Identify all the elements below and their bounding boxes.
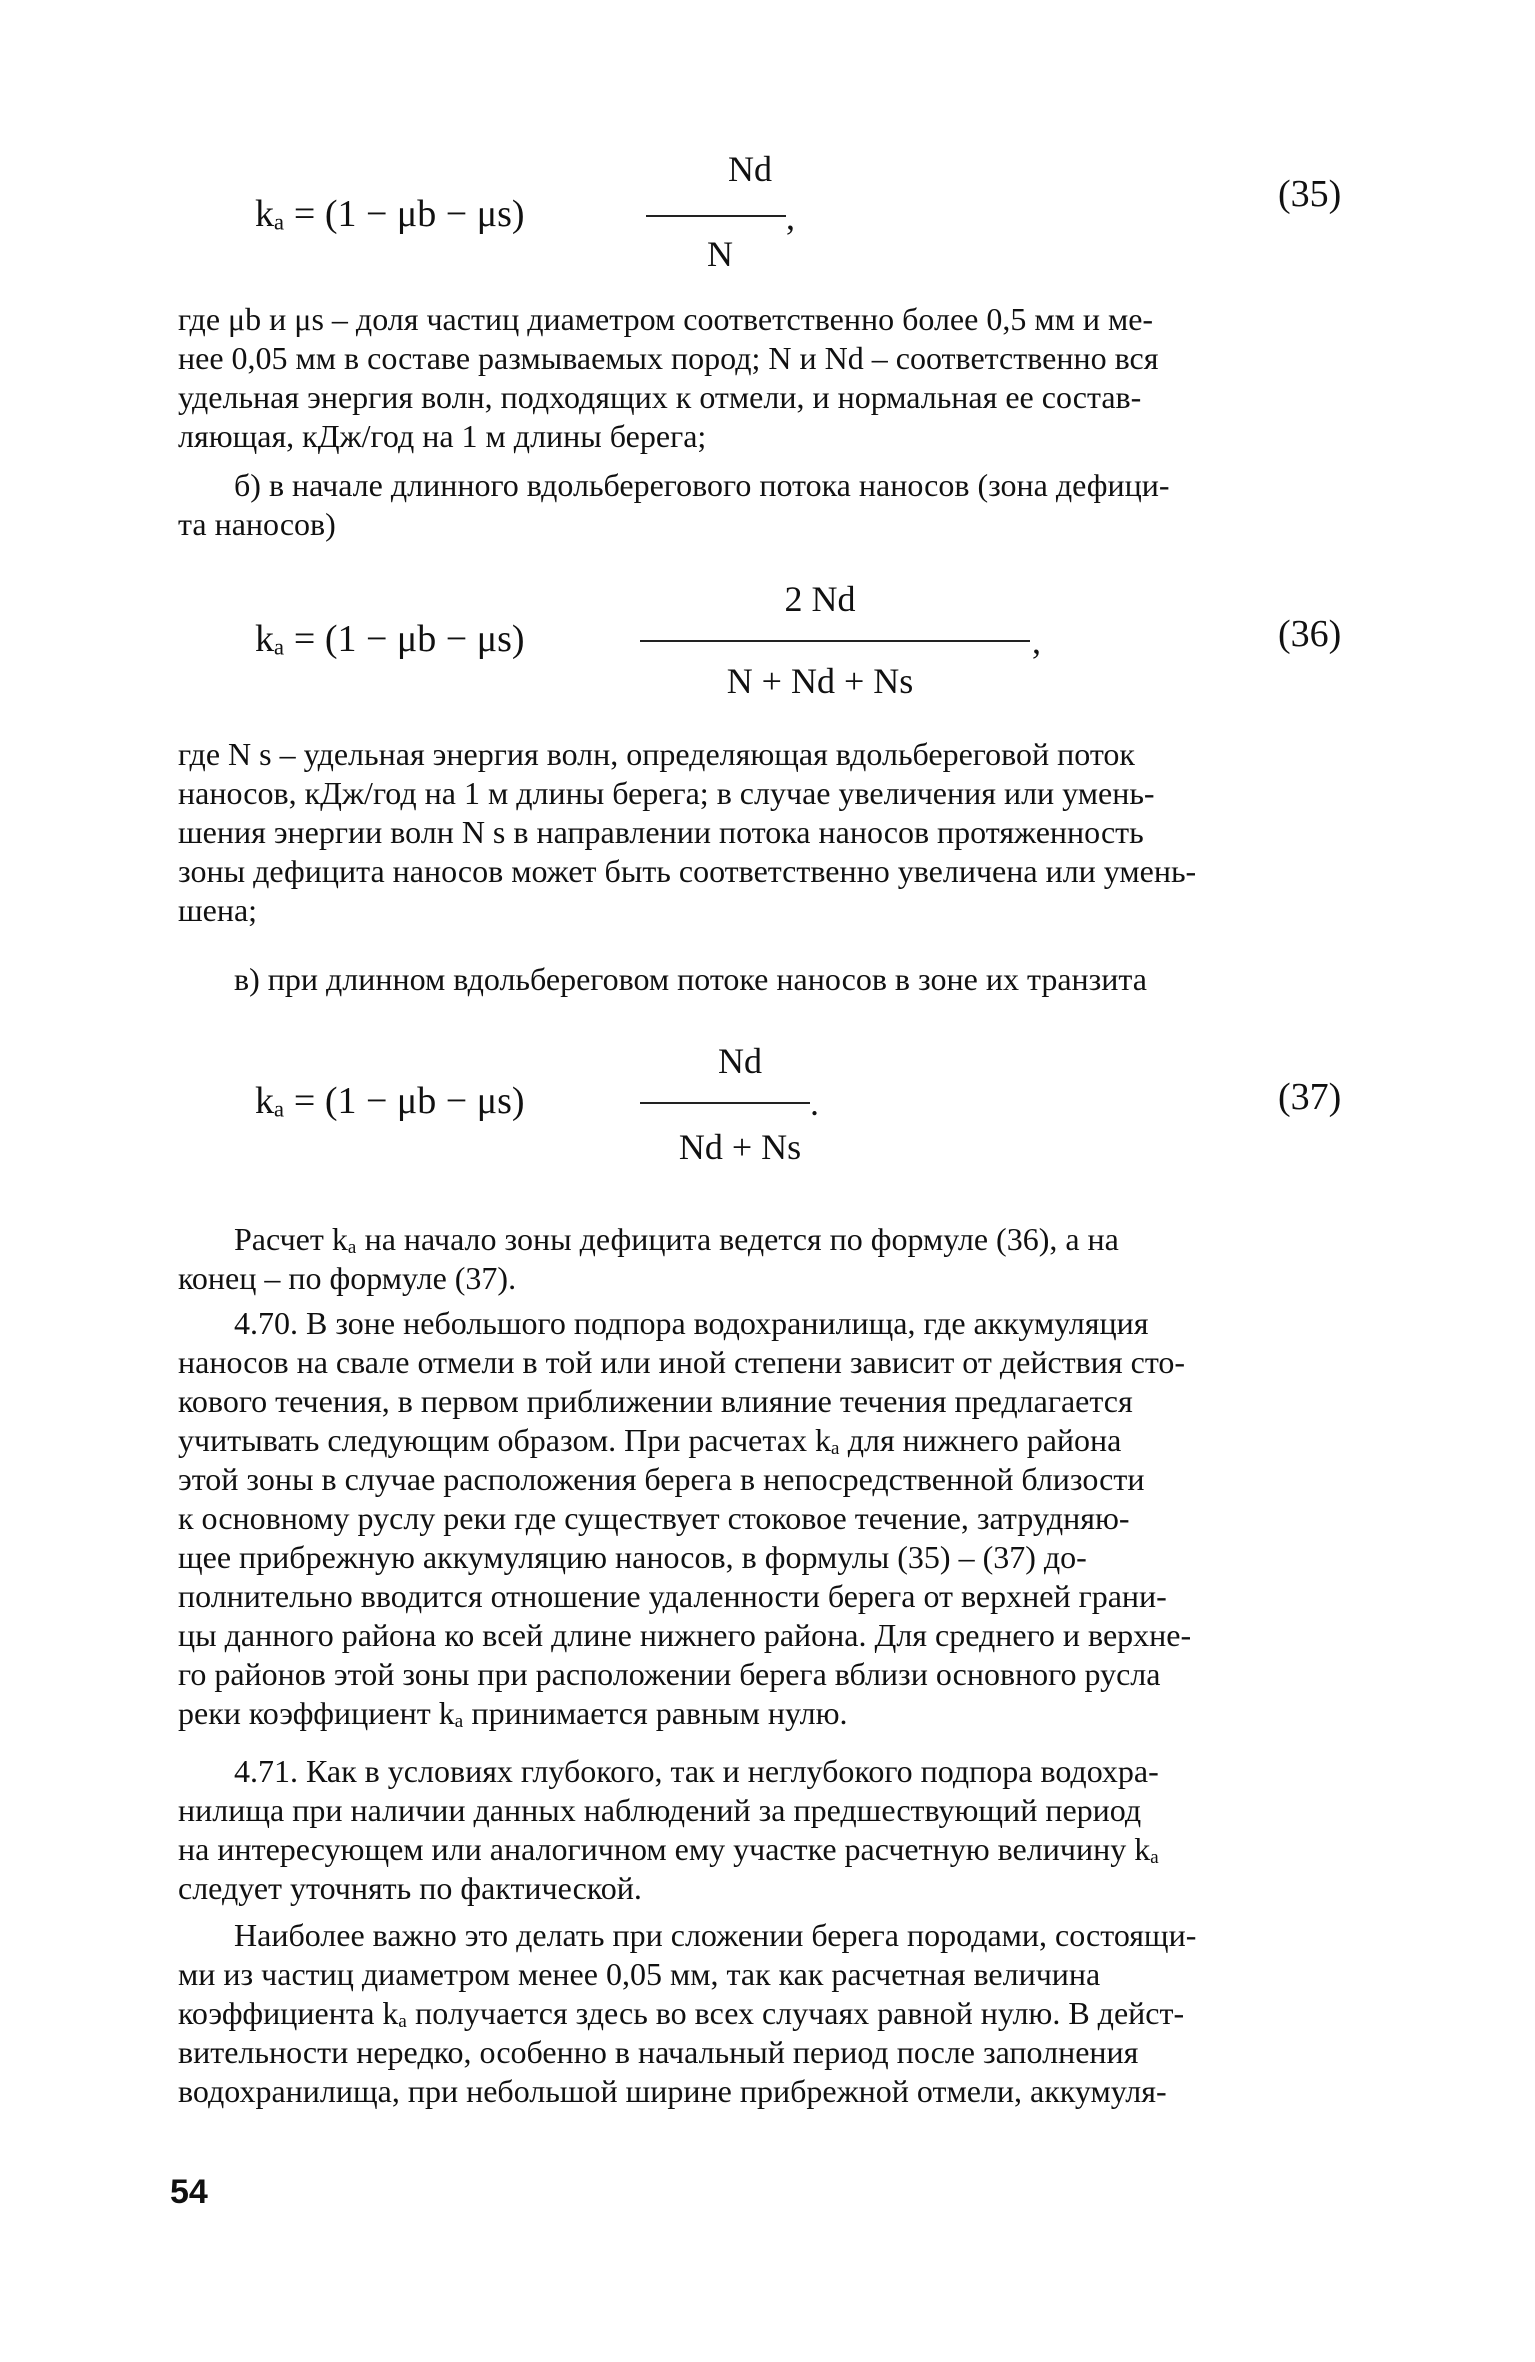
formula-36-denominator: N + Nd + Ns [726, 661, 914, 701]
formula-37-numerator: Nd [718, 1041, 762, 1081]
paragraph-calculation-note: Расчет kₐ на начало зоны дефицита ведется по формуле (36), а на конец – по формуле (37). [178, 1221, 1119, 1296]
formula-36-number: (36) [1278, 613, 1342, 655]
formula-36 [255, 620, 525, 658]
formula-36-numerator: 2 Nd [784, 579, 856, 619]
paragraph-section-4-70: 4.70. В зоне небольшого подпора водохранилища, где аккумуляция наносов на свале отмели в той или иной степени зависит от действия сто- кового течения, в первом приближении влияние течения предлагается учитывать следующим образом. При расчетах kₐ для нижнего района этой зоны в случае расположения берега в непосредственной близости к основному руслу реки где существует стоковое течение, затрудняю- щее прибрежную аккумуляцию наносов, в формулы (35) – (37) до- полнительно вводится отношение удаленности берега от верхней грани- цы данного района ко всей длине нижнего района. Для среднего и верхне- го районов этой зоны при расположении берега вблизи основного русла реки коэффициент kₐ принимается равным нулю. [178, 1305, 1192, 1731]
formula-37-fraction-bar [640, 1102, 810, 1104]
formula-37 [255, 1082, 525, 1120]
formula-35-number: (35) [1278, 173, 1342, 215]
paragraph-item-v: в) при длинном вдольбереговом потоке наносов в зоне их транзита [234, 961, 1147, 997]
formula-35-lhs: kₐ = (1 − μb − μs) [255, 193, 525, 235]
formula-35-trailing: , [786, 197, 795, 237]
formula-35-fraction-bar [646, 215, 786, 217]
formula-37-trailing: . [810, 1083, 819, 1123]
formula-35 [255, 195, 525, 233]
formula-37-denominator: Nd + Ns [678, 1127, 802, 1167]
paragraph-item-b: б) в начале длинного вдольберегового потока наносов (зона дефици- та наносов) [178, 467, 1170, 542]
paragraph-definitions-35: где μb и μs – доля частиц диаметром соответственно более 0,5 мм и ме- нее 0,05 мм в составе размываемых пород; N и Nd – соответственно вся удельная энергия волн, подходящих к отмели, и нормальная ее состав- ляющая, кДж/год на 1 м длины берега; [178, 301, 1159, 454]
formula-37-number: (37) [1278, 1076, 1342, 1118]
formula-37-lhs: kₐ = (1 − μb − μs) [255, 1080, 525, 1122]
formula-35-numerator: Nd [728, 149, 772, 189]
formula-36-fraction-bar [640, 640, 1030, 642]
formula-36-trailing: , [1032, 621, 1041, 661]
page-number: 54 [170, 2173, 208, 2211]
paragraph-definitions-36: где N s – удельная энергия волн, определяющая вдольбереговой поток наносов, кДж/год на 1 м длины берега; в случае увеличения или умень- шения энергии волн N s в направлении потока наносов протяженность зоны дефицита наносов может быть соответственно увеличена или умень- шена; [178, 736, 1197, 928]
paragraph-importance: Наиболее важно это делать при сложении берега породами, состоящи- ми из частиц диаметром менее 0,05 мм, так как расчетная величина коэффициента kₐ получается здесь во всех случаях равной нулю. В дейст- вительности нередко, особенно в начальный период после заполнения водохранилища, при небольшой ширине прибрежной отмели, аккумуля- [178, 1917, 1197, 2109]
formula-35-denominator: N [707, 234, 733, 274]
paragraph-section-4-71: 4.71. Как в условиях глубокого, так и неглубокого подпора водохра- нилища при наличии данных наблюдений за предшествующий период на интересующем или аналогичном ему участке расчетную величину kₐ следует уточнять по фактической. [178, 1753, 1159, 1906]
formula-36-lhs: kₐ = (1 − μb − μs) [255, 618, 525, 660]
